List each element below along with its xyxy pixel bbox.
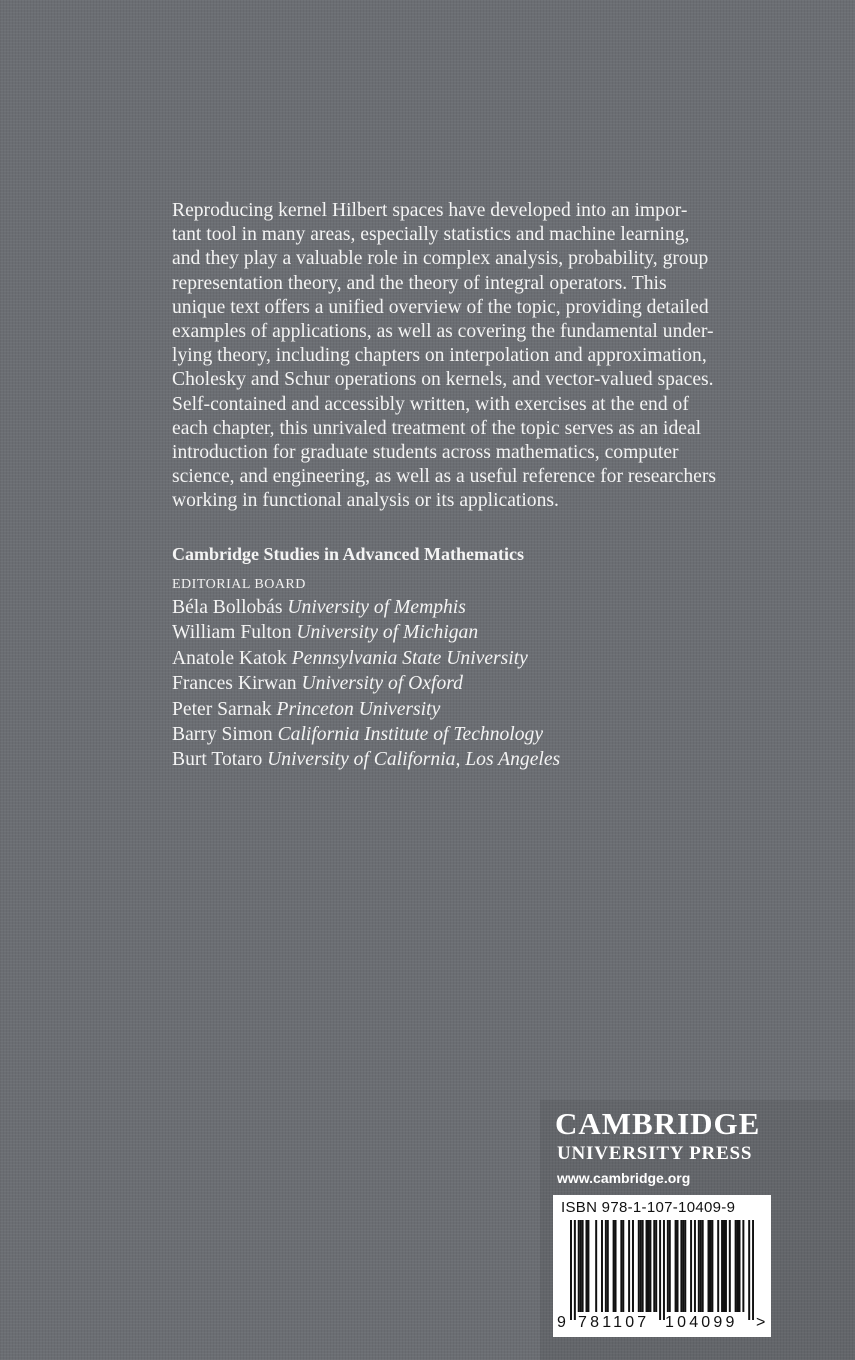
member-affiliation: California Institute of Technology	[277, 724, 544, 746]
barcode-bar	[613, 1220, 615, 1312]
barcode-bar	[646, 1220, 648, 1312]
barcode-bar	[595, 1220, 597, 1312]
blurb-line: lying theory, including chapters on interpolation and approximation,	[172, 345, 707, 367]
blurb-line: introduction for graduate students across mathematics, computer	[172, 442, 679, 464]
member-name: Peter Sarnak	[172, 698, 272, 720]
barcode-guard-bar	[663, 1220, 665, 1320]
barcode-left-group: 781107	[578, 1314, 650, 1331]
barcode-bar	[711, 1220, 713, 1312]
member-name: Burt Totaro	[172, 749, 263, 771]
blurb-line: examples of applications, as well as covering the fundamental under-	[172, 321, 714, 343]
barcode-bar	[642, 1220, 644, 1312]
blurb-line: Cholesky and Schur operations on kernels, and vector-valued spaces.	[172, 369, 714, 391]
barcode-bar	[587, 1220, 589, 1312]
board-member	[172, 595, 560, 620]
barcode-bar	[647, 1220, 649, 1312]
barcode-bar	[675, 1220, 677, 1312]
barcode-bar	[607, 1220, 609, 1312]
member-name: William Fulton	[172, 622, 292, 644]
barcode-bar	[739, 1220, 741, 1312]
barcode-bar	[742, 1220, 744, 1312]
barcode-bar	[605, 1220, 607, 1312]
barcode-bar	[632, 1220, 634, 1312]
member-affiliation: Princeton University	[276, 698, 441, 720]
isbn-barcode	[553, 1195, 771, 1337]
barcode-bar	[725, 1220, 727, 1312]
blurb-line: representation theory, and the theory of integral operators. This	[172, 272, 667, 294]
barcode-bar	[721, 1220, 723, 1312]
barcode-bar	[638, 1220, 640, 1312]
series-title: Cambridge Studies in Advanced Mathematics	[172, 544, 525, 564]
member-affiliation: University of Michigan	[296, 622, 479, 644]
barcode-bar	[690, 1220, 692, 1312]
barcode-bar	[708, 1220, 710, 1312]
barcode-bar	[677, 1220, 679, 1312]
barcode-bar	[649, 1220, 651, 1312]
barcode-bar	[620, 1220, 622, 1312]
barcode-bar	[682, 1220, 684, 1312]
member-name: Barry Simon	[172, 724, 273, 746]
barcode-bar	[694, 1220, 696, 1312]
blurb-line: each chapter, this unrivaled treatment of the topic serves as an ideal	[172, 417, 702, 439]
blurb-line: Reproducing kernel Hilbert spaces have developed into an impor-	[172, 200, 688, 221]
board-member	[172, 671, 560, 696]
editorial-board-label: EDITORIAL BOARD	[172, 577, 306, 592]
barcode-bar	[622, 1220, 624, 1312]
isbn-label: ISBN 978-1-107-10409-9	[561, 1199, 736, 1216]
barcode-bar	[667, 1220, 669, 1312]
blurb-text	[172, 199, 772, 514]
barcode-bar	[700, 1220, 702, 1312]
barcode-bar	[628, 1220, 630, 1312]
member-name: Frances Kirwan	[172, 673, 297, 695]
blurb-line: tant tool in many areas, especially statistics and machine learning,	[172, 224, 690, 246]
board-member	[172, 722, 560, 747]
blurb-line: science, and engineering, as well as a useful reference for researchers	[172, 466, 716, 488]
board-member	[172, 697, 560, 722]
barcode-bar	[680, 1220, 682, 1312]
barcode-bar	[698, 1220, 700, 1312]
barcode-guard-bar	[570, 1220, 572, 1320]
barcode-bar	[640, 1220, 642, 1312]
board-member	[172, 620, 560, 645]
barcode-bar	[580, 1220, 582, 1312]
barcode-guard-bar	[748, 1220, 750, 1320]
member-name: Béla Bollobás	[172, 597, 283, 618]
barcode-lead-digit: 9	[557, 1314, 566, 1331]
barcode-bar	[653, 1220, 655, 1312]
publisher-name: CAMBRIDGE	[555, 1106, 761, 1141]
barcode-bar	[702, 1220, 704, 1312]
barcode-bars	[570, 1220, 754, 1320]
member-name: Anatole Katok	[172, 647, 287, 669]
publisher-url: www.cambridge.org	[557, 1170, 691, 1186]
barcode-bar	[737, 1220, 739, 1312]
barcode-right-group: 104099	[665, 1314, 738, 1331]
barcode-guard-bar	[659, 1220, 661, 1320]
blurb-line: working in functional analysis or its applications.	[172, 490, 559, 512]
barcode-bar	[735, 1220, 737, 1312]
barcode-bar	[578, 1220, 580, 1312]
member-affiliation: Pennsylvania State University	[291, 647, 528, 669]
barcode-bar	[729, 1220, 731, 1312]
blurb-line: and they play a valuable role in complex analysis, probability, group	[172, 248, 709, 270]
editorial-board-list	[172, 595, 560, 773]
barcode-bar	[615, 1220, 617, 1312]
member-affiliation: University of Memphis	[287, 597, 466, 618]
barcode-bar	[723, 1220, 725, 1312]
barcode-bar	[717, 1220, 719, 1312]
barcode-digits	[553, 1314, 771, 1336]
member-affiliation: University of Oxford	[301, 673, 463, 695]
publisher-subtitle: UNIVERSITY PRESS	[557, 1143, 753, 1164]
board-member	[172, 646, 560, 671]
barcode-guard-bar	[574, 1220, 576, 1320]
barcode-guard-bar	[752, 1220, 754, 1320]
barcode-bar	[585, 1220, 587, 1312]
barcode-bar	[582, 1220, 584, 1312]
barcode-bar	[684, 1220, 686, 1312]
blurb-line: Self-contained and accessibly written, with exercises at the end of	[172, 393, 689, 415]
blurb-line: unique text offers a unified overview of the topic, providing detailed	[172, 296, 709, 318]
barcode-bar	[655, 1220, 657, 1312]
member-affiliation: University of California, Los Angeles	[267, 749, 561, 771]
barcode-bar	[601, 1220, 603, 1312]
barcode-bar	[669, 1220, 671, 1312]
barcode-marker: >	[756, 1314, 766, 1331]
barcode-bar	[709, 1220, 711, 1312]
board-member	[172, 747, 560, 772]
